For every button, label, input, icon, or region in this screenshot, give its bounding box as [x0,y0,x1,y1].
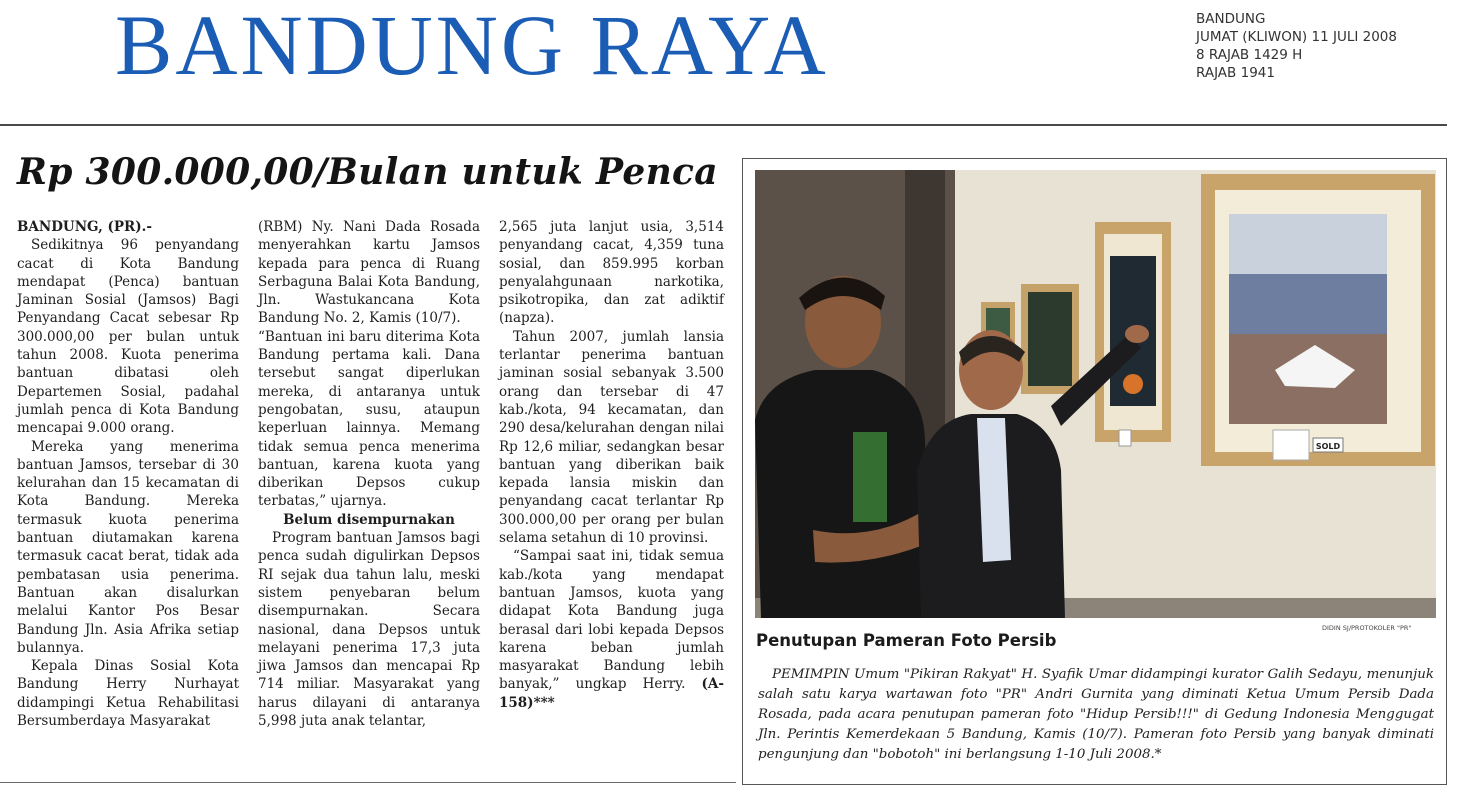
masthead-title: BANDUNG RAYA [115,0,829,93]
dateline-city: BANDUNG [1196,11,1266,27]
paragraph: 2,565 juta lanjut usia, 3,514 penyandang cacat, 4,359 tuna sosial, dan 859.995 korban penyalahgunaan narkotika, psikotropika, dan zat adiktif (napza). [499,219,724,327]
person-younger-body [755,370,931,618]
shirt-print [853,432,887,522]
paragraph: “Sampai saat ini, tidak semua kab./kota yang mendapat bantuan Jamsos, kuota yang didapat Kota Bandung juga berasal dari lobi kepada Depsos karena beban jumlah masyarakat Bandung lebih banyak,” ungkap Herry. (A-158)*** [499,548,724,711]
photo-info-card [1273,430,1309,460]
news-photo [755,170,1436,618]
paragraph: Program bantuan Jamsos bagi penca sudah digulirkan Depsos RI sejak dua tahun lalu, meski sistem penyebaran belum disempurnakan. Secara nasional, dana Depsos untuk melayani penerima 17,3 juta jiwa Jamsos dan mencapai Rp 714 miliar. Masyarakat yang harus dilayani di antaranya 5,998 juta anak telantar, [258,530,480,730]
sold-tag-text: SOLD [1315,442,1341,451]
article-column-1 [17,218,239,730]
photo-caption-title: Penutupan Pameran Foto Persib [756,631,1057,650]
paragraph: Tahun 2007, jumlah lansia terlantar penerima bantuan jaminan sosial sebanyak 3.500 orang dan tersebar di 47 kab./kota, 94 kecamatan, dan 290 desa/kelurahan dengan nilai Rp 12,6 miliar, sedangkan besar bantuan yang diberikan baik kepada lansia miskin dan penyandang cacat terlantar Rp 300.000,00 per orang per bulan selama setahun di 10 provinsi. [499,328,724,547]
paragraph: Mereka yang menerima bantuan Jamsos, tersebar di 30 kelurahan dan 15 kecamatan di Kota Bandung. Mereka termasuk kuota penerima bantuan diutamakan karena termasuk cacat berat, tidak ada pembatasan usia penerima. Bantuan akan disalurkan melalui Kantor Pos Besar Bandung Jln. Asia Afrika setiap bulannya. [17,438,239,656]
article-headline: Rp 300.000,00/Bulan untuk Penca [17,151,718,193]
paragraph: “Bantuan ini baru diterima Kota Bandung pertama kali. Dana tersebut sangat diperlukan mereka, di antaranya untuk pengobatan, susu, ataupun keperluan lainnya. Memang tidak semua penca menerima bantuan, karena kuota yang diberikan Depsos cukup terbatas,” ujarnya. [258,328,480,510]
article-column-2 [258,218,480,730]
paragraph: (RBM) Ny. Nani Dada Rosada menyerahkan kartu Jamsos kepada para penca di Ruang Serbaguna Balai Kota Bandung, Jln. Wastukancana Kota Bandung No. 2, Kamis (10/7). [258,219,480,327]
dateline-hijri: 8 RAJAB 1429 H [1196,47,1303,63]
dateline-date: JUMAT (KLIWON) 11 JULI 2008 [1196,29,1397,45]
paragraph: Kepala Dinas Sosial Kota Bandung Herry Nurhayat didampingi Ketua Rehabilitasi Bersumberdaya Masyarakat [17,658,239,730]
price-label [1119,430,1131,446]
subheading: Belum disempurnakan [283,511,455,528]
header-divider [0,124,1447,126]
pointing-hand [1125,325,1149,343]
author-signature: (A-158)*** [499,676,724,711]
dateline-javanese: RAJAB 1941 [1196,65,1275,81]
photo-credit: DIDIN SJ/PROTOKOLER "PR" [1322,624,1412,632]
article-column-3 [499,218,724,712]
paragraph: Sedikitnya 96 penyandang cacat di Kota Bandung mendapat (Penca) bantuan Jaminan Sosial (Jamsos) Bagi Penyandang Cacat sebesar Rp 300.000,00 per bulan untuk tahun 2008. Kuota penerima bantuan dibatasi oleh Departemen Sosial, padahal jumlah penca di Kota Bandung mencapai 9.000 orang. [17,237,239,437]
exhibition-photo-illustration [755,170,1436,618]
photo-caption: PEMIMPIN Umum "Pikiran Rakyat" H. Syafik Umar didampingi kurator Galih Sedayu, menunjuk salah satu karya wartawan foto "PR" Andri Gurnita yang diminati Ketua Umum Persib Dada Rosada, pada acara penutupan pameran foto "Hidup Persib!!!" di Gedung Indonesia Menggugat Jln. Perintis Kemerdekaan 5 Bandung, Kamis (10/7). Pameran foto Persib yang banyak diminati pengunjung dan "bobotoh" ini berlangsung 1-10 Juli 2008.* [758,667,1434,762]
article-bottom-rule [0,782,736,783]
dateline [1196,10,1397,82]
byline: BANDUNG, (PR).- [17,219,152,235]
